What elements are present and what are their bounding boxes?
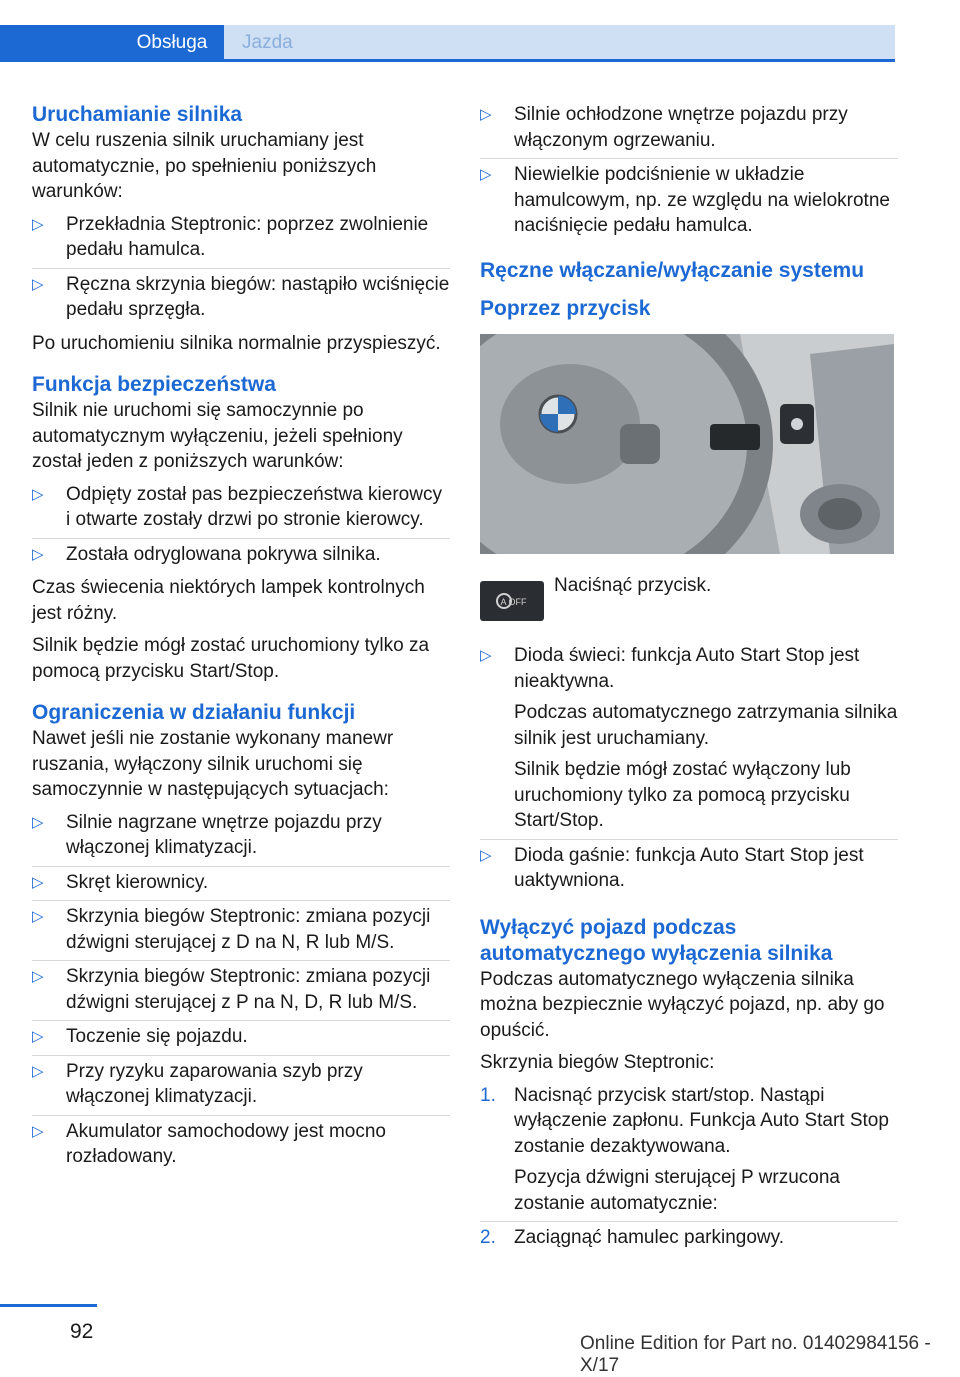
- list-item: ▷ Niewielkie podciśnienie w układzie hamulcowym, np. ze względu na wielokrotne naciśnięcie pedału hamulca.: [480, 164, 890, 236]
- triangle-bullet-icon: ▷: [32, 1028, 44, 1045]
- bullet-list: [32, 810, 450, 1175]
- triangle-bullet-icon: ▷: [32, 813, 44, 831]
- button-caption: Naciśnąć przycisk.: [554, 575, 712, 596]
- list-item: ▷ Odpięty został pas bezpieczeństwa kierowcy i otwarte zostały drzwi po stronie kierowcy.: [32, 482, 450, 539]
- numbered-list: [480, 1083, 898, 1256]
- list-item: ▷ Została odryglowana pokrywa silnika.: [32, 542, 450, 573]
- bullet-list: [480, 102, 898, 244]
- auto-start-stop-icon: [480, 581, 544, 621]
- edition-text: Online Edition for Part no. 01402984156 - X/17: [580, 1333, 931, 1376]
- triangle-bullet-icon: ▷: [32, 873, 44, 891]
- tab-bar: [0, 0, 895, 62]
- heading-function-limits: Ograniczenia w działaniu funkcji: [32, 701, 356, 724]
- list-item: 1. Nacisnąć przycisk start/stop. Nastąpi wyłączenie zapłonu. Funkcja Auto Start Stop zostanie dezaktywowana. Pozycja dźwigni sterującej P wrzucona zostanie automatycznie:: [480, 1083, 898, 1223]
- paragraph: Silnik nie uruchomi się samoczynnie po automatycznym wyłączeniu, jeżeli spełniony został jeden z poniższych warunków:: [32, 400, 403, 472]
- paragraph: W celu ruszenia silnik uruchamiany jest automatycznie, po spełnieniu poniższych warunków:: [32, 130, 377, 202]
- auto-start-stop-button[interactable]: [480, 581, 544, 621]
- list-item: ▷ Silnie nagrzane wnętrze pojazdu przy włączonej klimatyzacji.: [32, 810, 450, 867]
- svg-text:A OFF: A OFF: [500, 597, 527, 607]
- bullet-list: [480, 643, 898, 899]
- paragraph: Silnik będzie mógł zostać uruchomiony tylko za pomocą przycisku Start/Stop.: [32, 635, 430, 682]
- triangle-bullet-icon: ▷: [32, 545, 44, 563]
- list-item: ▷ Przy ryzyku zaparowania szyb przy włączonej klimatyzacji.: [32, 1059, 450, 1116]
- list-item: ▷ Skrzynia biegów Steptronic: zmiana pozycji dźwigni sterującej z D na N, R lub M/S.: [32, 904, 450, 961]
- paragraph: Podczas automatycznego wyłączenia silnika można bezpiecznie wyłączyć pojazd, np. aby go opuścić.: [480, 968, 885, 1041]
- triangle-bullet-icon: ▷: [32, 908, 44, 925]
- list-item: 2. Zaciągnąć hamulec parkingowy.: [480, 1227, 785, 1248]
- triangle-bullet-icon: ▷: [32, 1122, 44, 1140]
- triangle-bullet-icon: ▷: [32, 1062, 44, 1080]
- paragraph: Czas świecenia niektórych lampek kontrolnych jest różny.: [32, 577, 425, 624]
- triangle-bullet-icon: ▷: [480, 647, 492, 664]
- heading-switch-off-vehicle: Wyłączyć pojazd podczas automatycznego wyłączenia silnika: [480, 915, 833, 965]
- heading-via-button: Poprzez przycisk: [480, 296, 651, 320]
- triangle-bullet-icon: ▷: [480, 166, 492, 183]
- triangle-bullet-icon: ▷: [32, 275, 44, 293]
- triangle-bullet-icon: ▷: [32, 968, 44, 985]
- list-item: ▷ Toczenie się pojazdu.: [32, 1024, 450, 1056]
- footer-line: [0, 1304, 97, 1307]
- bullet-list: [32, 482, 450, 573]
- list-item: ▷ Skrzynia biegów Steptronic: zmiana pozycji dźwigni sterującej z P na N, D, R lub M/S.: [32, 964, 450, 1021]
- list-item: ▷ Akumulator samochodowy jest mocno rozładowany.: [32, 1120, 386, 1167]
- triangle-bullet-icon: ▷: [480, 106, 492, 123]
- heading-safety-function: Funkcja bezpieczeństwa: [32, 373, 276, 396]
- paragraph: Skrzynia biegów Steptronic:: [480, 1052, 715, 1073]
- steering-wheel-photo: [480, 334, 894, 554]
- triangle-bullet-icon: ▷: [480, 846, 492, 864]
- page-number: 92: [70, 1320, 94, 1343]
- list-item: ▷ Dioda świeci: funkcja Auto Start Stop jest nieaktywna. Podczas automatycznego zatrzymania silnika silnik jest uruchamiany. Silnik będzie mógł zostać wyłączony lub uruchomiony tylko za pomocą przycisku Start/Stop.: [480, 643, 898, 840]
- right-column: [480, 102, 898, 1259]
- heading-engine-start: Uruchamianie silnika: [32, 103, 243, 126]
- paragraph: Nawet jeśli nie zostanie wykonany manewr ruszania, wyłączony silnik uruchomi się samoczynnie w następujących sytuacjach:: [32, 728, 394, 800]
- list-item: ▷ Ręczna skrzynia biegów: nastąpiło wciśnięcie pedału sprzęgła.: [32, 273, 450, 320]
- tab-underline: [0, 59, 895, 62]
- triangle-bullet-icon: ▷: [32, 215, 44, 233]
- list-item: ▷ Skręt kierownicy.: [32, 870, 450, 902]
- list-item: ▷ Silnie ochłodzone wnętrze pojazdu przy włączonym ogrzewaniu.: [480, 102, 898, 159]
- bullet-list: [32, 212, 450, 328]
- button-instruction: [480, 575, 898, 631]
- tab-jazda[interactable]: Jazda: [224, 25, 895, 59]
- list-item: ▷ Przekładnia Steptronic: poprzez zwolnienie pedału hamulca.: [32, 212, 450, 269]
- tab-obsluga[interactable]: Obsługa: [0, 25, 224, 59]
- triangle-bullet-icon: ▷: [32, 485, 44, 503]
- left-column: [32, 102, 450, 1178]
- paragraph: Po uruchomieniu silnika normalnie przyspieszyć.: [32, 332, 441, 354]
- heading-manual-toggle: Ręczne włączanie/wyłączanie systemu: [480, 258, 865, 282]
- list-item: ▷ Dioda gaśnie: funkcja Auto Start Stop jest uaktywniona.: [480, 844, 864, 891]
